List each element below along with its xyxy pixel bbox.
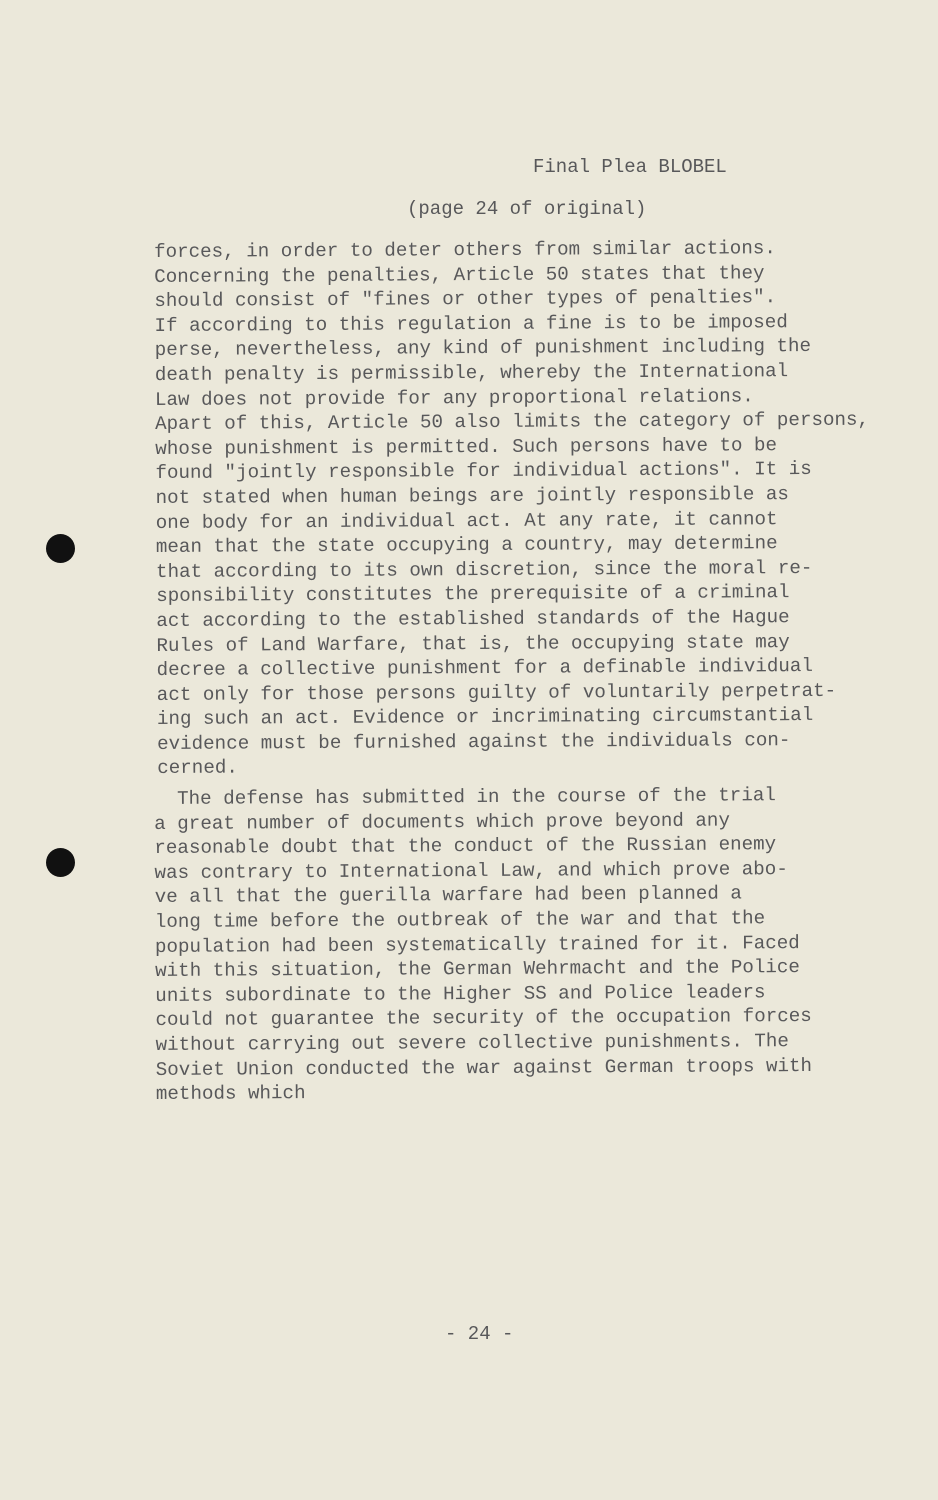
page-reference: (page 24 of original) bbox=[407, 198, 647, 220]
text-line: decree a collective punishment for a definable individual bbox=[156, 655, 814, 682]
text-line: one body for an individual act. At any rate, it cannot bbox=[155, 507, 778, 534]
text-line: act according to the established standards of the Hague bbox=[156, 606, 790, 632]
text-line: long time before the outbreak of the war and that the bbox=[154, 907, 766, 933]
text-line: was contrary to International Law, and which prove abo- bbox=[154, 857, 788, 884]
text-line: should consist of "fines or other types of penalties". bbox=[154, 286, 777, 313]
text-line: evidence must be furnished against the individuals con- bbox=[157, 728, 791, 755]
text-line: that according to its own discretion, since the moral re- bbox=[155, 556, 813, 583]
text-line: Apart of this, Article 50 also limits the category of persons, bbox=[155, 408, 870, 436]
text-line: death penalty is permissible, whereby the International bbox=[154, 360, 789, 386]
text-line: population had been systematically trained for it. Faced bbox=[154, 931, 800, 958]
text-line: sponsibility constitutes the prerequisite of a criminal bbox=[156, 581, 790, 608]
punch-hole-bottom bbox=[46, 848, 75, 877]
text-line: with this situation, the German Wehrmacht and the Police bbox=[155, 956, 800, 983]
text-line: Law does not provide for any proportional relations. bbox=[154, 384, 754, 411]
punch-hole-top bbox=[46, 534, 75, 563]
text-line: whose punishment is permitted. Such persons have to be bbox=[155, 433, 778, 460]
text-line: units subordinate to the Higher SS and Police leaders bbox=[155, 981, 766, 1007]
text-line: perse, nevertheless, any kind of punishment including the bbox=[154, 335, 812, 362]
text-line: methods which bbox=[155, 1082, 306, 1106]
text-line: could not guarantee the security of the occupation forces bbox=[155, 1005, 812, 1032]
text-line: reasonable doubt that the conduct of the Russian enemy bbox=[154, 833, 777, 860]
text-line: Rules of Land Warfare, that is, the occupying state may bbox=[156, 630, 790, 657]
text-line: a great number of documents which prove beyond any bbox=[154, 809, 730, 835]
text-line: The defense has submitted in the course of the trial bbox=[154, 784, 776, 810]
text-line: If according to this regulation a fine is to be imposed bbox=[154, 310, 788, 337]
text-line: not stated when human beings are jointly responsible as bbox=[155, 483, 789, 509]
text-line: without carrying out severe collective punishments. The bbox=[155, 1030, 789, 1056]
text-line: cerned. bbox=[157, 756, 238, 780]
text-line: found "jointly responsible for individual actions". It is bbox=[155, 458, 812, 485]
text-line: Soviet Union conducted the war against German troops with bbox=[155, 1054, 813, 1081]
text-line: forces, in order to deter others from similar actions. bbox=[154, 237, 776, 263]
paragraph-2 bbox=[154, 783, 812, 1107]
paragraph-1 bbox=[154, 236, 871, 781]
text-line: act only for those persons guilty of voluntarily perpetrat- bbox=[156, 679, 837, 706]
document-title: Final Plea BLOBEL bbox=[533, 156, 727, 178]
page-number: - 24 - bbox=[445, 1323, 514, 1345]
text-line: ing such an act. Evidence or incriminating circumstantial bbox=[156, 704, 814, 731]
text-line: Concerning the penalties, Article 50 states that they bbox=[154, 261, 765, 288]
text-line: ve all that the guerilla warfare had been planned a bbox=[154, 882, 742, 909]
text-line: mean that the state occupying a country, may determine bbox=[155, 532, 778, 559]
